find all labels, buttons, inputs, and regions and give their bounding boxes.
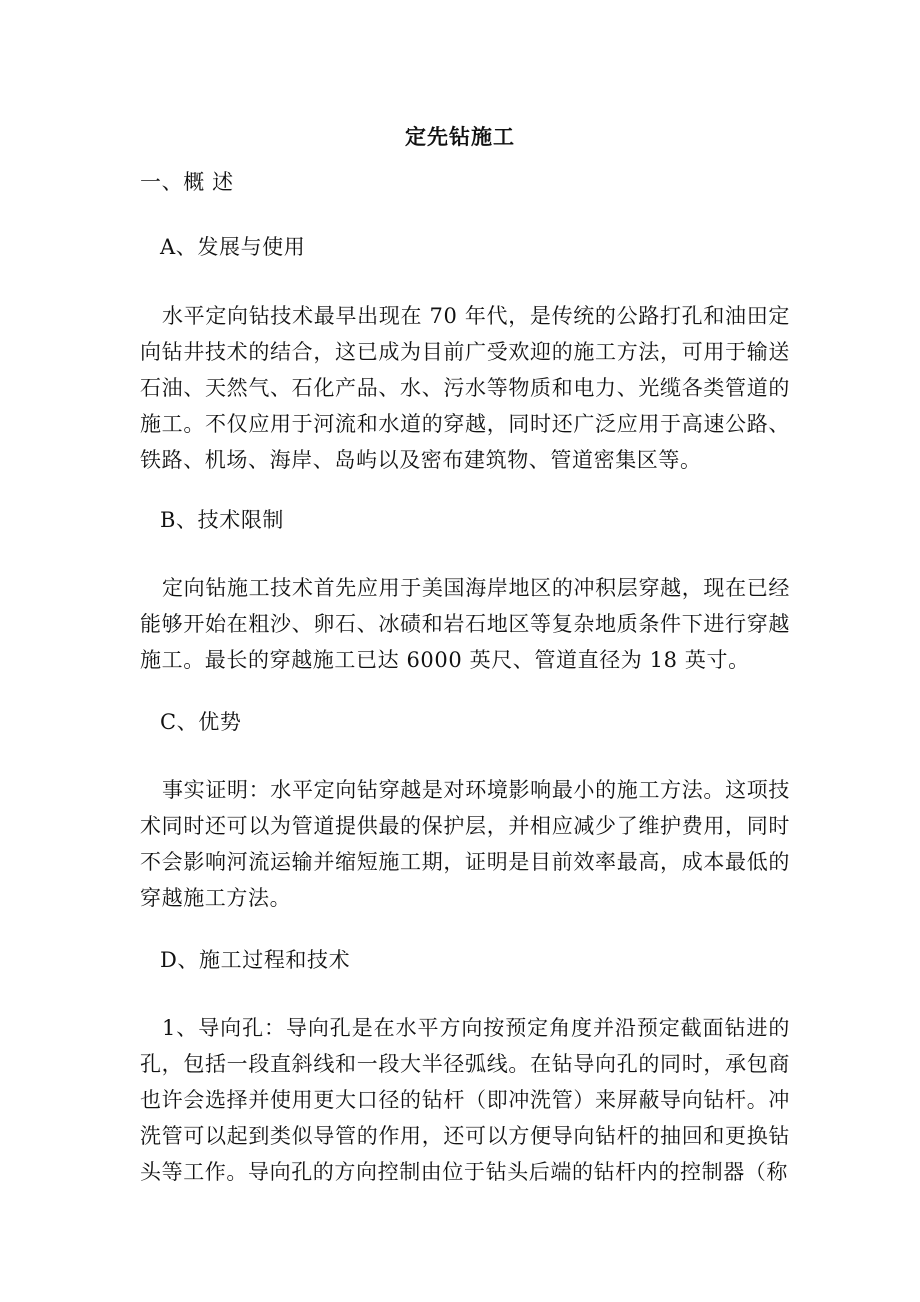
- document-title: 定先钻施工: [405, 124, 515, 149]
- subsection-heading-process: D、施工过程和技术: [160, 948, 351, 972]
- subsection-heading-advantages: C、优势: [160, 710, 242, 734]
- paragraph-advantages: 事实证明：水平定向钻穿越是对环境影响最小的施工方法。这项技术同时还可以为管道提供最的保护层，并相应减少了维护费用，同时不会影响河流运输并缩短施工期，证明是目前效率最高，成本最低的穿越施工方法。: [140, 778, 790, 910]
- paragraph-process: 1、导向孔：导向孔是在水平方向按预定角度并沿预定截面钻进的孔，包括一段直斜线和一段大半径弧线。在钻导向孔的同时，承包商也许会选择并使用更大口径的钻杆（即冲洗管）来屏蔽导向钻杆。冲洗管可以起到类似导管的作用，还可以方便导向钻杆的抽回和更换钻头等工作。导向孔的方向控制由位于钻头后端的钻杆内的控制器（称: [140, 1016, 790, 1184]
- section-heading-overview: 一、概 述: [140, 170, 234, 194]
- paragraph-development: 水平定向钻技术最早出现在 70 年代，是传统的公路打孔和油田定向钻井技术的结合，这已成为目前广受欢迎的施工方法，可用于输送石油、天然气、石化产品、水、污水等物质和电力、光缆各类管道的施工。不仅应用于河流和水道的穿越，同时还广泛应用于高速公路、铁路、机场、海岸、岛屿以及密布建筑物、管道密集区等。: [140, 304, 790, 472]
- subsection-heading-limits: B、技术限制: [160, 508, 285, 532]
- paragraph-limits: 定向钻施工技术首先应用于美国海岸地区的冲积层穿越，现在已经能够开始在粗沙、卵石、冰碛和岩石地区等复杂地质条件下进行穿越施工。最长的穿越施工已达 6000 英尺、管道直径为 18 英寸。: [140, 576, 790, 672]
- subsection-heading-development: A、发展与使用: [160, 235, 306, 259]
